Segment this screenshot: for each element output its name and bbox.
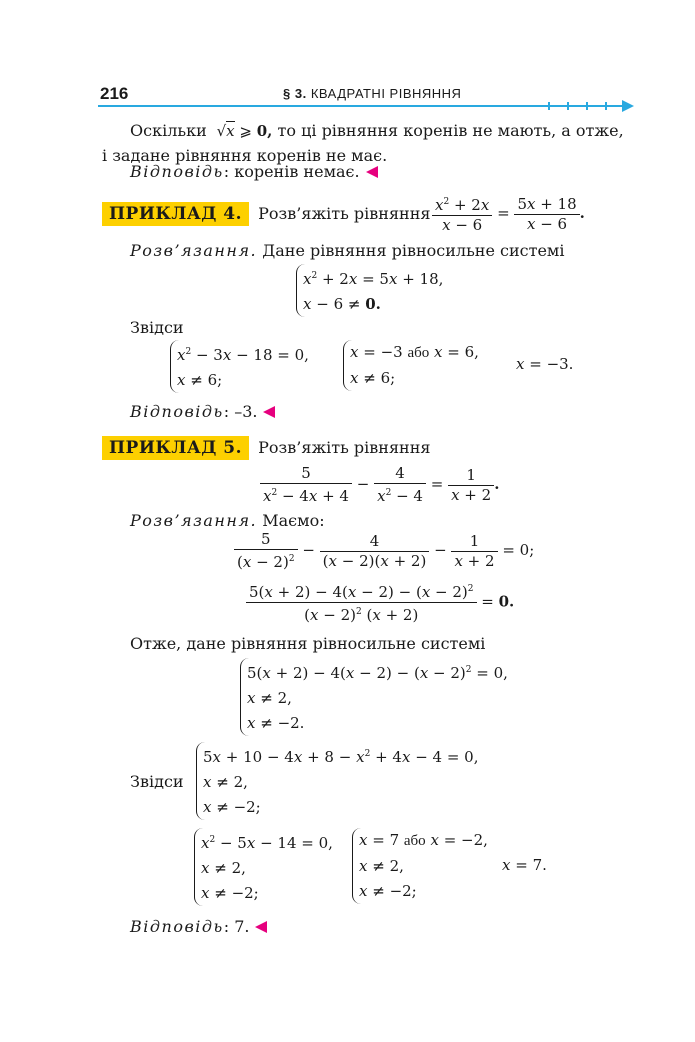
rule-arrow-icon <box>622 100 634 112</box>
rule-tick <box>548 102 550 110</box>
rule-tick <box>605 102 607 110</box>
ex5-system-3: $x^2 - 5x - 14 = 0$, x ≠ 2, x ≠ −2; <box>194 828 333 906</box>
ex4-equation: $\frac{x^2 + 2x}{x - 6}$ = $\frac{5x + 18}{x - 6}$ . <box>432 193 585 235</box>
ex4-result: x = −3. <box>516 355 574 373</box>
ex5-system-1: $5(x + 2) - 4(x - 2) - (x - 2)^2 = 0$, x ≠ 2, x ≠ −2. <box>240 658 508 736</box>
rule-tick <box>567 102 569 110</box>
solution-text: Маємо: <box>262 511 325 530</box>
intro-answer <box>130 162 378 181</box>
end-mark-icon <box>366 166 378 178</box>
example-badge: ПРИКЛАД 5. <box>102 436 249 460</box>
ex5-result: x = 7. <box>502 856 547 874</box>
ex5-system-4: x = 7 або x = −2, x ≠ 2, x ≠ −2; <box>352 828 488 904</box>
header-rule <box>98 105 626 107</box>
ex4-answer <box>130 402 275 421</box>
answer-label: Відповідь <box>130 402 224 421</box>
example-badge: ПРИКЛАД 4. <box>102 202 249 226</box>
ex5-answer <box>130 917 267 936</box>
section-title: КВАДРАТНІ РІВНЯННЯ <box>310 86 462 101</box>
ex4-zvidsy: Звідси <box>130 318 184 337</box>
ex5-otzhe: Отже, дане рівняння рівносильне системі <box>130 634 486 653</box>
answer-text: : 7. <box>223 917 250 936</box>
solution-label: Розв’язання. <box>130 511 258 530</box>
solution-text: Дане рівняння рівносильне системі <box>262 241 565 260</box>
solution-label: Розв’язання. <box>130 241 258 260</box>
section-mark: § 3. <box>283 86 307 101</box>
or-word: або <box>407 345 430 361</box>
ex5-zvidsy: Звідси <box>130 772 184 791</box>
ex5-step-1: $\frac{5}{(x - 2)^2}$ − $\frac{4}{(x - 2)(x + 2)}$ − $\frac{1}{x + 2}$ = 0; <box>234 530 534 572</box>
answer-label: Відповідь <box>130 162 224 181</box>
answer-label: Відповідь <box>130 917 224 936</box>
example-4-header <box>102 204 430 224</box>
page-number: 216 <box>100 84 129 103</box>
intro-line-1 <box>130 121 624 140</box>
ex5-system-2: $5x + 10 - 4x + 8 - x^2 + 4x - 4 = 0$, x ≠ 2, x ≠ −2; <box>196 742 479 820</box>
or-word: або <box>403 833 426 849</box>
ex4-solution-line <box>130 241 564 260</box>
answer-text: : –3. <box>223 402 258 421</box>
intro-text: то ці рівняння коренів не мають, а отже, <box>277 121 624 140</box>
task-text: Розв’яжіть рівняння <box>258 438 431 457</box>
section-heading <box>283 86 461 101</box>
ex4-system-3: x = −3 або x = 6, x ≠ 6; <box>343 340 479 391</box>
example-5-header <box>102 438 430 458</box>
end-mark-icon <box>263 406 275 418</box>
ex5-solution-line <box>130 511 325 530</box>
sqrt-condition: √x ⩾ 0, <box>211 122 273 140</box>
ex5-step-2: $\frac{5(x + 2) - 4(x - 2) - (x - 2)^2}{(x - 2)^2 (x + 2)}$ = 0. <box>246 580 514 625</box>
answer-text: : коренів немає. <box>223 162 360 181</box>
intro-line-2: і задане рівняння коренів не має. <box>102 146 388 165</box>
ex5-equation: $\frac{5}{x^2 - 4x + 4}$ − $\frac{4}{x^2 - 4}$ = $\frac{1}{x + 2}$ . <box>260 464 499 506</box>
rule-tick <box>586 102 588 110</box>
ex4-system-1: $x^2 + 2x = 5x + 18$, x − 6 ≠ 0. <box>296 264 443 317</box>
task-text: Розв’яжіть рівняння <box>258 204 431 223</box>
end-mark-icon <box>255 921 267 933</box>
intro-text: Оскільки <box>130 121 207 140</box>
ex4-system-2: $x^2 - 3x - 18 = 0$, x ≠ 6; <box>170 340 309 393</box>
